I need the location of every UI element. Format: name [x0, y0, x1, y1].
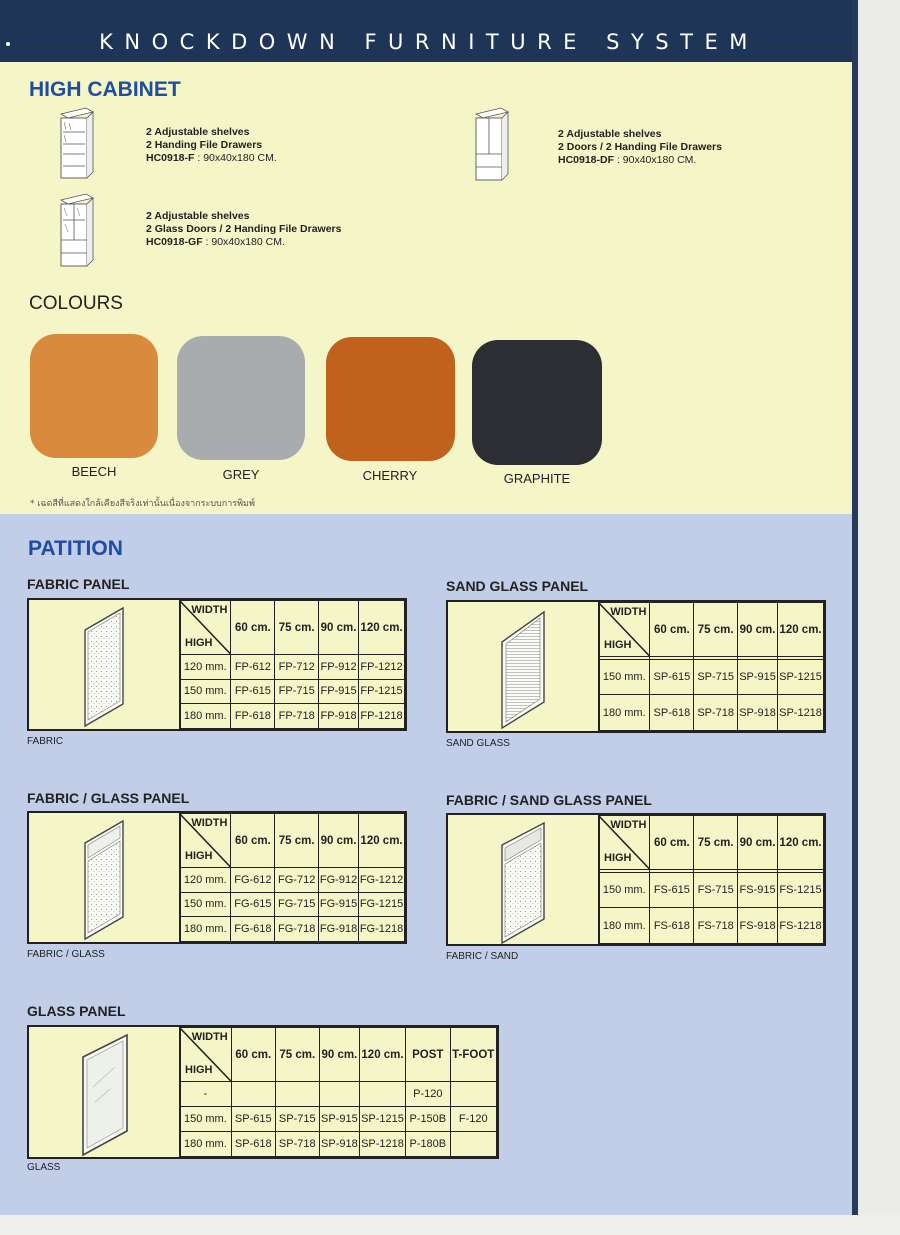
panel-grid-fabric: [179, 600, 405, 729]
col-header: 90 cm.: [738, 603, 778, 657]
model-code-cell: SP-715: [694, 659, 738, 695]
model-code-cell: SP-918: [319, 1132, 359, 1157]
cabinet-item-df-size: : 90x40x180 CM.: [614, 154, 697, 166]
model-code-cell: SP-915: [319, 1107, 359, 1132]
model-code-cell: FS-715: [694, 872, 738, 908]
col-header: 75 cm.: [275, 1028, 319, 1082]
model-code-cell: FS-615: [650, 872, 694, 908]
page-header-title: KNOCKDOWN FURNITURE SYSTEM: [99, 30, 759, 54]
row-height-label: -: [180, 1082, 232, 1107]
swatch-cherry: [326, 337, 455, 461]
model-code-cell: FP-712: [275, 655, 319, 680]
model-code-cell: SP-918: [738, 695, 778, 731]
model-code-cell: SP-715: [275, 1107, 319, 1132]
model-code-cell: FG-1212: [359, 868, 405, 893]
row-height-label: 150 mm.: [180, 1107, 232, 1132]
cabinet-glass-doors-image: [56, 192, 96, 268]
panel-illustration-glass: [29, 1027, 181, 1157]
model-code-cell: FP-918: [319, 704, 359, 729]
table-row: [599, 872, 824, 908]
model-code-cell: FG-712: [275, 868, 319, 893]
high-label: HIGH: [604, 639, 632, 651]
width-label: WIDTH: [610, 606, 647, 618]
sand-glass-panel-table: [446, 600, 826, 733]
cabinet-item-gf-line2: 2 Glass Doors / 2 Handing File Drawers: [146, 223, 342, 235]
cabinet-item-df: [558, 128, 722, 167]
width-high-header: [180, 814, 231, 868]
model-code-cell: FP-1215: [359, 679, 405, 704]
model-code-cell: SP-1218: [359, 1132, 405, 1157]
cabinet-doors-image: [471, 106, 511, 182]
table-row: [180, 1082, 497, 1107]
model-code-cell: FG-915: [319, 892, 359, 917]
model-code-cell: FG-618: [231, 917, 275, 942]
row-height-label: 150 mm.: [599, 659, 650, 695]
sand-glass-panel-caption: SAND GLASS: [446, 738, 510, 749]
panel-grid-fg: [179, 813, 405, 942]
width-high-header: [599, 603, 650, 657]
col-header: 60 cm.: [231, 814, 275, 868]
width-high-header: [180, 601, 231, 655]
model-code-cell: FP-715: [275, 679, 319, 704]
width-high-header: [180, 1028, 232, 1082]
col-header: T-FOOT: [450, 1028, 496, 1082]
model-code-cell: P-120: [406, 1082, 450, 1107]
model-code-cell: [359, 1082, 405, 1107]
col-header: POST: [406, 1028, 450, 1082]
high-label: HIGH: [604, 852, 632, 864]
panel-grid-fs: [598, 815, 824, 944]
cabinet-item-f-line1: 2 Adjustable shelves: [146, 126, 250, 138]
table-row: [180, 679, 405, 704]
table-row: [180, 1107, 497, 1132]
cabinet-item-f-line2: 2 Handing File Drawers: [146, 139, 263, 151]
cabinet-item-gf-size: : 90x40x180 CM.: [202, 236, 285, 248]
model-code-cell: FS-618: [650, 908, 694, 944]
partition-title: PATITION: [28, 537, 123, 560]
table-row: [180, 917, 405, 942]
row-height-label: 150 mm.: [180, 679, 231, 704]
model-code-cell: FP-915: [319, 679, 359, 704]
col-header: 75 cm.: [275, 601, 319, 655]
cabinet-item-f-code: HC0918-F: [146, 152, 195, 164]
model-code-cell: SP-615: [650, 659, 694, 695]
row-height-label: 150 mm.: [599, 872, 650, 908]
panel-grid-glass: [179, 1027, 497, 1157]
width-label: WIDTH: [191, 1031, 228, 1043]
model-code-cell: SP-1218: [778, 695, 824, 731]
width-label: WIDTH: [191, 817, 228, 829]
row-height-label: 180 mm.: [180, 1132, 232, 1157]
col-header: 120 cm.: [778, 816, 824, 870]
model-code-cell: FG-1215: [359, 892, 405, 917]
row-height-label: 150 mm.: [180, 892, 231, 917]
model-code-cell: FP-1212: [359, 655, 405, 680]
row-height-label: 180 mm.: [599, 695, 650, 731]
model-code-cell: FP-1218: [359, 704, 405, 729]
model-code-cell: FP-618: [231, 704, 275, 729]
model-code-cell: SP-618: [231, 1132, 275, 1157]
model-code-cell: P-150B: [406, 1107, 450, 1132]
model-code-cell: FG-715: [275, 892, 319, 917]
col-header: 90 cm.: [319, 601, 359, 655]
swatch-label-grey: GREY: [222, 467, 260, 482]
col-header: 60 cm.: [231, 1028, 275, 1082]
model-code-cell: [450, 1082, 496, 1107]
fabric-sand-panel-caption: FABRIC / SAND: [446, 951, 519, 962]
page-bottom-margin: [0, 1215, 900, 1235]
fabric-glass-panel-title: FABRIC / GLASS PANEL: [27, 790, 190, 806]
col-header: 120 cm.: [778, 603, 824, 657]
model-code-cell: [275, 1082, 319, 1107]
cabinet-open-shelves-image: [56, 106, 96, 180]
swatch-label-graphite: GRAPHITE: [503, 471, 571, 486]
row-height-label: 180 mm.: [599, 908, 650, 944]
width-high-header: [599, 816, 650, 870]
model-code-cell: [231, 1082, 275, 1107]
model-code-cell: FG-615: [231, 892, 275, 917]
model-code-cell: [450, 1132, 496, 1157]
swatch-label-cherry: CHERRY: [362, 468, 418, 483]
row-height-label: 120 mm.: [180, 655, 231, 680]
model-code-cell: F-120: [450, 1107, 496, 1132]
panel-grid-sand: [598, 602, 824, 731]
panel-illustration-fabric: [29, 600, 181, 729]
col-header: 120 cm.: [359, 601, 405, 655]
col-header: 90 cm.: [738, 816, 778, 870]
model-code-cell: FG-1218: [359, 917, 405, 942]
cabinet-item-gf: [146, 210, 341, 249]
model-code-cell: SP-1215: [359, 1107, 405, 1132]
model-code-cell: SP-618: [650, 695, 694, 731]
page-header-band: [0, 0, 858, 62]
col-header: 90 cm.: [319, 1028, 359, 1082]
table-row: [180, 704, 405, 729]
model-code-cell: FP-718: [275, 704, 319, 729]
model-code-cell: SP-915: [738, 659, 778, 695]
fabric-panel-title: FABRIC PANEL: [27, 576, 130, 592]
swatch-grey: [177, 336, 305, 460]
binder-strip: [858, 0, 900, 1235]
table-row: [599, 908, 824, 944]
table-row: [180, 655, 405, 680]
model-code-cell: FG-718: [275, 917, 319, 942]
fabric-sand-panel-table: [446, 813, 826, 946]
col-header: 60 cm.: [650, 816, 694, 870]
cabinet-item-df-code: HC0918-DF: [558, 154, 615, 166]
width-label: WIDTH: [191, 604, 228, 616]
glass-panel-caption: GLASS: [27, 1162, 61, 1173]
model-code-cell: FG-918: [319, 917, 359, 942]
table-row: [180, 868, 405, 893]
width-label: WIDTH: [610, 819, 647, 831]
model-code-cell: FS-915: [738, 872, 778, 908]
colour-note: * เฉดสีที่แสดงใกล้เคียงสีจริงเท่านั้นเนื่องจากระบบการพิมพ์: [30, 499, 255, 509]
col-header: 60 cm.: [650, 603, 694, 657]
model-code-cell: FS-918: [738, 908, 778, 944]
cabinet-item-f-size: : 90x40x180 CM.: [194, 152, 277, 164]
col-header: 120 cm.: [359, 814, 405, 868]
model-code-cell: SP-718: [275, 1132, 319, 1157]
col-header: 90 cm.: [319, 814, 359, 868]
model-code-cell: FP-612: [231, 655, 275, 680]
fabric-panel-table: [27, 598, 407, 731]
swatch-label-beech: BEECH: [71, 464, 117, 479]
model-code-cell: P-180B: [406, 1132, 450, 1157]
model-code-cell: FS-1218: [778, 908, 824, 944]
table-row: [599, 695, 824, 731]
model-code-cell: FP-912: [319, 655, 359, 680]
model-code-cell: FG-612: [231, 868, 275, 893]
model-code-cell: SP-615: [231, 1107, 275, 1132]
model-code-cell: FS-1215: [778, 872, 824, 908]
panel-illustration-fg: [29, 813, 181, 942]
sand-glass-panel-title: SAND GLASS PANEL: [446, 578, 589, 594]
cabinet-item-df-line1: 2 Adjustable shelves: [558, 128, 662, 140]
model-code-cell: FG-912: [319, 868, 359, 893]
fabric-panel-caption: FABRIC: [27, 736, 64, 747]
colours-title: COLOURS: [29, 293, 123, 314]
high-label: HIGH: [185, 637, 213, 649]
panel-illustration-sand: [448, 602, 600, 731]
table-row: [599, 659, 824, 695]
model-code-cell: [319, 1082, 359, 1107]
col-header: 120 cm.: [359, 1028, 405, 1082]
cabinet-item-df-line2: 2 Doors / 2 Handing File Drawers: [558, 141, 722, 153]
table-row: [180, 1132, 497, 1157]
swatch-graphite: [472, 340, 602, 465]
model-code-cell: SP-1215: [778, 659, 824, 695]
fabric-glass-panel-caption: FABRIC / GLASS: [27, 949, 105, 960]
row-height-label: 180 mm.: [180, 704, 231, 729]
high-label: HIGH: [185, 1064, 213, 1076]
row-height-label: 120 mm.: [180, 868, 231, 893]
col-header: 75 cm.: [275, 814, 319, 868]
table-row: [180, 892, 405, 917]
glass-panel-table: [27, 1025, 499, 1159]
col-header: 75 cm.: [694, 603, 738, 657]
cabinet-item-gf-code: HC0918-GF: [146, 236, 203, 248]
high-label: HIGH: [185, 850, 213, 862]
model-code-cell: SP-718: [694, 695, 738, 731]
cabinet-item-f: [146, 126, 277, 165]
row-height-label: 180 mm.: [180, 917, 231, 942]
fabric-glass-panel-table: [27, 811, 407, 944]
col-header: 75 cm.: [694, 816, 738, 870]
cabinet-item-gf-line1: 2 Adjustable shelves: [146, 210, 250, 222]
model-code-cell: FP-615: [231, 679, 275, 704]
col-header: 60 cm.: [231, 601, 275, 655]
panel-illustration-fs: [448, 815, 600, 944]
glass-panel-title: GLASS PANEL: [27, 1003, 126, 1019]
high-cabinet-title: HIGH CABINET: [29, 78, 181, 101]
fabric-sand-panel-title: FABRIC / SAND GLASS PANEL: [446, 792, 652, 808]
model-code-cell: FS-718: [694, 908, 738, 944]
swatch-beech: [30, 334, 158, 458]
